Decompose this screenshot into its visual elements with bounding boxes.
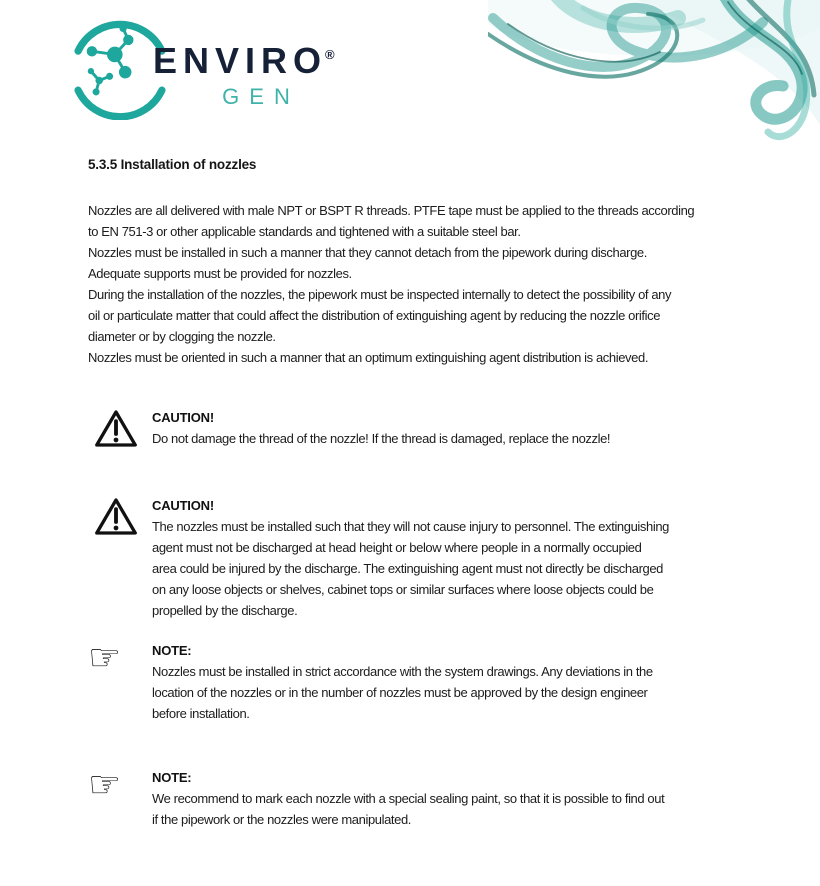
text-line: if the pipework or the nozzles were manipulated.: [152, 812, 412, 827]
note-section-1: [88, 636, 760, 724]
brand-subtitle: GEN: [222, 84, 300, 109]
text-line: before installation.: [152, 706, 250, 721]
warning-triangle-icon: [94, 408, 138, 449]
caution-section-1: [88, 408, 760, 449]
text-line: The nozzles must be installed such that they will not cause injury to personnel. The extinguishing: [152, 519, 669, 534]
text-line: Nozzles must be installed in strict accordance with the system drawings. Any deviations in the: [152, 664, 653, 679]
caution-section-2: [88, 496, 760, 621]
text-line: on any loose objects or shelves, cabinet tops or similar surfaces where loose objects could be: [152, 582, 654, 597]
caution-body: [152, 428, 760, 449]
text-line: Nozzles must be oriented in such a manner that an optimum extinguishing agent distribution is achieved.: [88, 350, 649, 365]
pointing-hand-icon: ☞: [88, 763, 122, 806]
caution-body: [152, 516, 760, 621]
text-line: Nozzles are all delivered with male NPT or BSPT R threads. PTFE tape must be applied to the threads according: [88, 203, 695, 218]
pointing-hand-icon: ☞: [88, 636, 122, 679]
note-title: NOTE:: [152, 643, 192, 658]
text-line: Nozzles must be installed in such a manner that they cannot detach from the pipework during discharge.: [88, 245, 647, 260]
text-line: Do not damage the thread of the nozzle! If the thread is damaged, replace the nozzle!: [152, 431, 611, 446]
text-line: agent must not be discharged at head height or below where people in a normally occupied: [152, 540, 642, 555]
text-line: During the installation of the nozzles, the pipework must be inspected internally to detect the possibility of any: [88, 287, 672, 302]
text-line: location of the nozzles or in the number of nozzles must be approved by the design engineer: [152, 685, 648, 700]
text-line: propelled by the discharge.: [152, 603, 298, 618]
brand-word: ENVIRO: [153, 40, 328, 81]
text-line: oil or particulate matter that could affect the distribution of extinguishing agent by reducing the nozzle orifice: [88, 308, 661, 323]
caution-title: CAUTION!: [152, 410, 214, 425]
text-line: area could be injured by the discharge. The extinguishing agent must not directly be discharged: [152, 561, 663, 576]
text-line: to EN 751-3 or other applicable standards and tightened with a suitable steel bar.: [88, 224, 521, 239]
note-icon-column: [88, 763, 152, 806]
caution-title: CAUTION!: [152, 498, 214, 513]
text-line: diameter or by clogging the nozzle.: [88, 329, 276, 344]
note-icon-column: [88, 636, 152, 679]
caution-icon-column: [88, 496, 152, 537]
text-line: Adequate supports must be provided for nozzles.: [88, 266, 352, 281]
caution-icon-column: [88, 408, 152, 449]
registered-trademark-symbol: ®: [325, 46, 335, 62]
note-section-2: [88, 763, 760, 830]
note-body: [152, 788, 760, 830]
note-body: [152, 661, 760, 724]
intro-paragraph: [88, 200, 760, 368]
section-heading: 5.3.5 Installation of nozzles: [88, 157, 257, 172]
text-line: We recommend to mark each nozzle with a special sealing paint, so that it is possible to find out: [152, 791, 665, 806]
note-title: NOTE:: [152, 770, 192, 785]
warning-triangle-icon: [94, 496, 138, 537]
